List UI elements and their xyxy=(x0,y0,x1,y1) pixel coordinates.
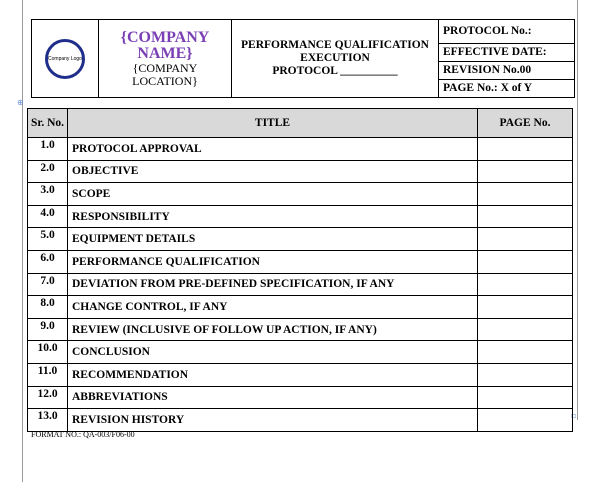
row-title: DEVIATION FROM PRE-DEFINED SPECIFICATION, IF ANY xyxy=(68,273,478,296)
row-sr-no: 8.0 xyxy=(28,296,68,319)
row-title: RESPONSIBILITY xyxy=(68,205,478,228)
toc-header-row xyxy=(28,109,573,138)
table-row xyxy=(28,341,573,364)
row-sr-no: 1.0 xyxy=(28,138,68,161)
row-title: CHANGE CONTROL, IF ANY xyxy=(68,296,478,319)
row-page-no[interactable] xyxy=(478,250,573,273)
page-no: PAGE No.: X of Y xyxy=(443,82,533,94)
row-sr-no: 11.0 xyxy=(28,363,68,386)
row-page-no[interactable] xyxy=(478,160,573,183)
title-line-3: PROTOCOL __________ xyxy=(272,65,398,77)
format-number: FORMAT NO.: QA-003/F06-00 xyxy=(31,430,135,439)
table-row xyxy=(28,296,573,319)
row-sr-no: 13.0 xyxy=(28,409,68,432)
revision-no: REVISION No.00 xyxy=(439,62,574,80)
title-line-2: EXECUTION xyxy=(300,52,370,64)
row-title: RECOMMENDATION xyxy=(68,363,478,386)
row-sr-no: 5.0 xyxy=(28,228,68,251)
row-title: SCOPE xyxy=(68,183,478,206)
row-title: EQUIPMENT DETAILS xyxy=(68,228,478,251)
col-sr-no: Sr. No. xyxy=(28,109,68,138)
toc-body xyxy=(28,138,573,432)
table-row xyxy=(28,160,573,183)
row-title: OBJECTIVE xyxy=(68,160,478,183)
row-sr-no: 10.0 xyxy=(28,341,68,364)
row-page-no[interactable] xyxy=(478,363,573,386)
row-sr-no: 12.0 xyxy=(28,386,68,409)
company-logo xyxy=(45,39,85,79)
table-row xyxy=(28,363,573,386)
title-line-1: PERFORMANCE QUALIFICATION xyxy=(241,39,429,51)
row-page-no[interactable] xyxy=(478,409,573,432)
table-row xyxy=(28,409,573,432)
table-row xyxy=(28,205,573,228)
table-row xyxy=(28,228,573,251)
row-title: PERFORMANCE QUALIFICATION xyxy=(68,250,478,273)
row-page-no[interactable] xyxy=(478,205,573,228)
logo-cell xyxy=(32,20,99,98)
company-cell xyxy=(99,20,232,98)
table-resize-handle-icon[interactable]: ▫ xyxy=(571,411,577,420)
company-name: {COMPANY NAME} xyxy=(120,28,210,62)
row-page-no[interactable] xyxy=(478,273,573,296)
row-title: PROTOCOL APPROVAL xyxy=(68,138,478,161)
row-title: CONCLUSION xyxy=(68,341,478,364)
row-page-no[interactable] xyxy=(478,318,573,341)
row-page-no[interactable] xyxy=(478,228,573,251)
row-sr-no: 4.0 xyxy=(28,205,68,228)
col-page-no: PAGE No. xyxy=(478,109,573,138)
meta-cell xyxy=(439,20,575,98)
table-row xyxy=(28,273,573,296)
row-sr-no: 9.0 xyxy=(28,318,68,341)
table-row xyxy=(28,386,573,409)
row-title: REVISION HISTORY xyxy=(68,409,478,432)
row-page-no[interactable] xyxy=(478,183,573,206)
table-row xyxy=(28,138,573,161)
document-header xyxy=(31,19,575,98)
row-sr-no: 7.0 xyxy=(28,273,68,296)
row-sr-no: 2.0 xyxy=(28,160,68,183)
logo-text: Company Logo xyxy=(48,55,82,62)
table-row xyxy=(28,318,573,341)
document-title xyxy=(232,20,439,98)
row-page-no[interactable] xyxy=(478,386,573,409)
table-row xyxy=(28,183,573,206)
row-title: REVIEW (INCLUSIVE OF FOLLOW UP ACTION, IF ANY) xyxy=(68,318,478,341)
row-page-no[interactable] xyxy=(478,138,573,161)
table-of-contents xyxy=(27,108,573,432)
protocol-no: PROTOCOL No.: xyxy=(439,20,574,44)
table-row xyxy=(28,250,573,273)
col-title: TITLE xyxy=(68,109,478,138)
row-page-no[interactable] xyxy=(478,341,573,364)
page-right-border xyxy=(577,0,578,420)
effective-date: EFFECTIVE DATE: xyxy=(439,44,574,62)
row-page-no[interactable] xyxy=(478,296,573,319)
page-left-border xyxy=(22,0,23,482)
table-move-handle-icon[interactable]: ⊕ xyxy=(17,98,24,107)
row-title: ABBREVIATIONS xyxy=(68,386,478,409)
row-sr-no: 6.0 xyxy=(28,250,68,273)
company-location: {COMPANY LOCATION} xyxy=(132,60,198,88)
row-sr-no: 3.0 xyxy=(28,183,68,206)
